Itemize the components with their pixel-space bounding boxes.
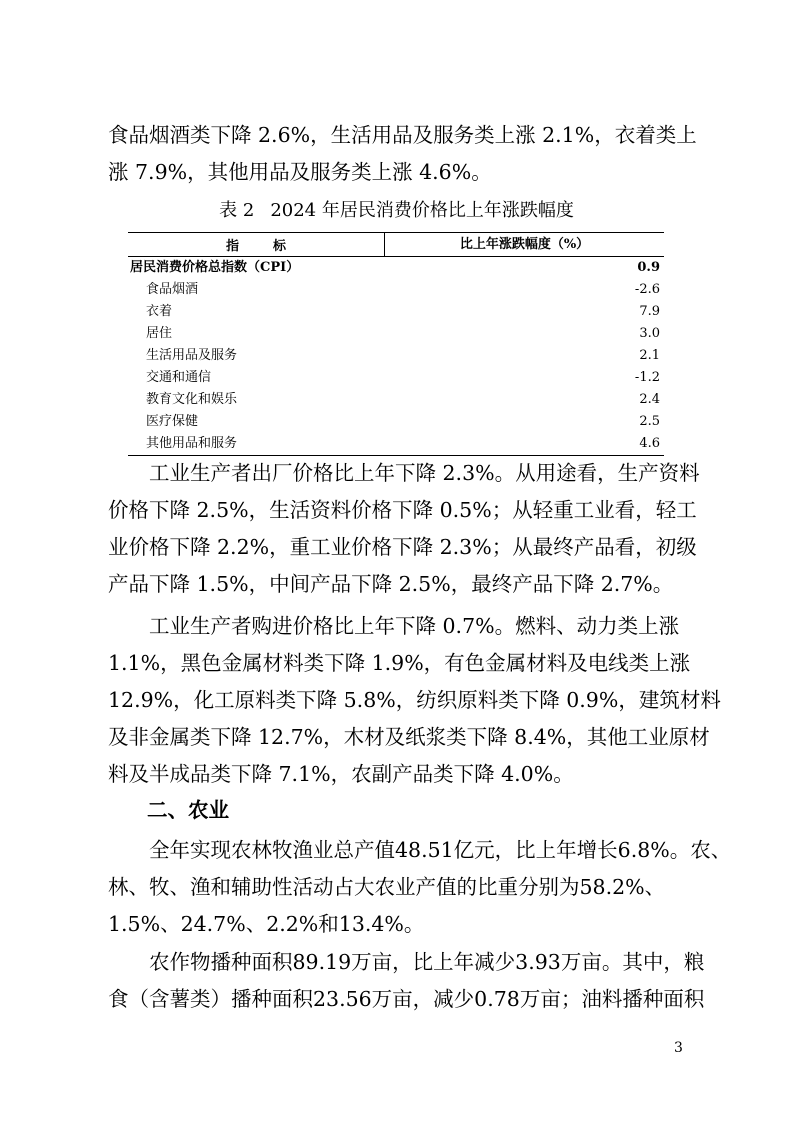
paragraph-cpi-categories [108, 117, 697, 191]
paragraph-ppi-output [108, 455, 700, 603]
table-row [128, 257, 664, 279]
text-line: 食品烟酒类下降 2.6%，生活用品及服务类上涨 2.1%，衣着类上 [108, 123, 697, 147]
row-value: 0.9 [637, 260, 660, 275]
text-line: 农作物播种面积89.19万亩，比上年减少3.93万亩。其中，粮 [108, 950, 705, 974]
row-value: 4.6 [639, 436, 660, 451]
paragraph-ppi-purchase [108, 608, 721, 793]
text-line: 1.1%，黑色金属材料类下降 1.9%，有色金属材料及电线类上涨 [108, 651, 691, 675]
text-line: 价格下降 2.5%，生活资料价格下降 0.5%；从轻重工业看，轻工 [108, 498, 697, 522]
row-value: 7.9 [639, 304, 660, 319]
text-line: 1.5%、24.7%、2.2%和13.4%。 [108, 912, 425, 936]
table-number: 表 2 [219, 200, 255, 221]
text-line: 工业生产者出厂价格比上年下降 2.3%。从用途看，生产资料 [108, 461, 700, 485]
row-label: 其他用品和服务 [146, 436, 238, 451]
row-label: 居住 [146, 326, 173, 341]
text-line: 涨 7.9%，其他用品及服务类上涨 4.6%。 [108, 160, 492, 184]
row-label: 居民消费价格总指数（CPI） [130, 260, 300, 275]
table-row [128, 433, 664, 455]
page-number: 3 [674, 1040, 683, 1056]
text-line: 及非金属类下降 12.7%，木材及纸浆类下降 8.4%，其他工业原材 [108, 725, 710, 749]
row-value: 2.1 [639, 348, 660, 363]
row-label: 医疗保健 [146, 414, 199, 429]
text-line: 业价格下降 2.2%，重工业价格下降 2.3%；从最终产品看，初级 [108, 535, 697, 559]
row-label: 交通和通信 [146, 370, 212, 385]
paragraph-sown-area [108, 944, 705, 1018]
section-heading: 二、农业 [147, 798, 229, 822]
row-label: 教育文化和娱乐 [146, 392, 238, 407]
text-line: 工业生产者购进价格比上年下降 0.7%。燃料、动力类上涨 [108, 614, 680, 638]
table-row [128, 345, 664, 367]
table-row [128, 367, 664, 389]
row-label: 生活用品及服务 [146, 348, 238, 363]
table-row [128, 279, 664, 301]
text-line: 产品下降 1.5%，中间产品下降 2.5%，最终产品下降 2.7%。 [108, 572, 674, 596]
table-row [128, 411, 664, 433]
table-title: 2024 年居民消费价格比上年涨跌幅度 [270, 200, 574, 221]
text-line: 料及半成品类下降 7.1%，农副产品类下降 4.0%。 [108, 762, 574, 786]
text-line: 全年实现农林牧渔业总产值48.51亿元，比上年增长6.8%。农、 [108, 838, 732, 862]
row-label: 食品烟酒 [146, 282, 199, 297]
header-indicator: 指标 [225, 239, 320, 254]
table-caption [0, 197, 793, 225]
row-value: 3.0 [639, 326, 660, 341]
row-value: 2.4 [639, 392, 660, 407]
table-row [128, 301, 664, 323]
header-change: 比上年涨跌幅度（%） [384, 233, 664, 256]
table-header [128, 233, 664, 257]
table-row [128, 323, 664, 345]
text-line: 12.9%，化工原料类下降 5.8%，纺织原料类下降 0.9%，建筑材料 [108, 688, 721, 712]
row-label: 衣着 [146, 304, 173, 319]
row-value: 2.5 [639, 414, 660, 429]
table-row [128, 389, 664, 411]
text-line: 食（含薯类）播种面积23.56万亩，减少0.78万亩；油料播种面积 [108, 987, 705, 1011]
row-value: -1.2 [634, 370, 660, 385]
row-value: -2.6 [634, 282, 660, 297]
text-line: 林、牧、渔和辅助性活动占大农业产值的比重分别为58.2%、 [108, 875, 666, 899]
cpi-table [128, 232, 664, 456]
paragraph-agriculture-output [108, 832, 732, 943]
